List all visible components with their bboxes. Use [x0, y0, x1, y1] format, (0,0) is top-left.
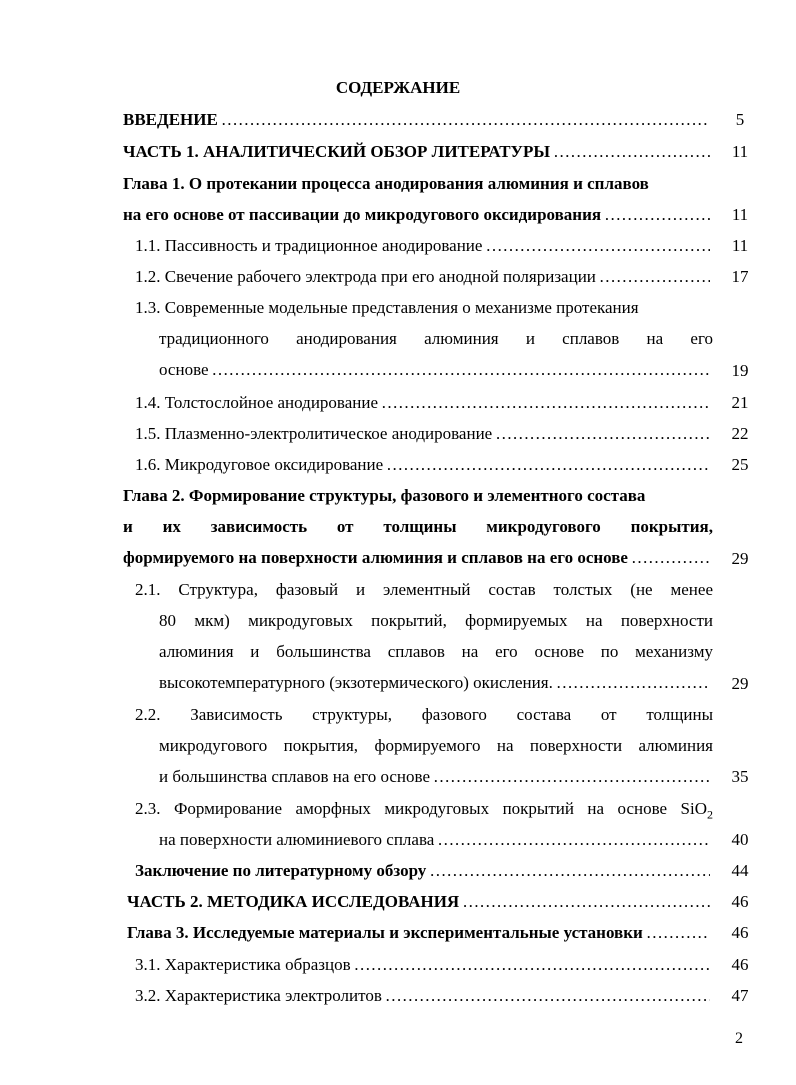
- toc-entry-label: Глава 1. О протекании процесса анодирования алюминия и сплавов: [123, 174, 649, 193]
- toc-entry-conclusion[interactable]: [135, 861, 713, 881]
- toc-entry-1-3[interactable]: [135, 298, 713, 380]
- toc-entry-label: 1.5. Плазменно-электролитическое анодирование: [135, 424, 493, 443]
- toc-entry-2-2[interactable]: [135, 705, 713, 787]
- toc-page-number: 47: [731, 986, 749, 1005]
- toc-entry-introduction[interactable]: [123, 110, 713, 130]
- toc-page-number: 11: [731, 142, 749, 161]
- toc-entry-label: 1.4. Толстослойное анодирование: [135, 393, 379, 412]
- toc-entry-2-3[interactable]: [135, 799, 713, 850]
- toc-page-number: 17: [731, 267, 749, 286]
- toc-entry-label: формируемого на поверхности алюминия и сплавов на его основе: [123, 548, 628, 567]
- toc-entry-label: алюминия и большинства сплавов на его основе по механизму: [159, 642, 713, 661]
- toc-entry-label: Заключение по литературному обзору: [135, 861, 427, 880]
- toc-entry-label: и большинства сплавов на его основе: [159, 767, 431, 786]
- toc-entry-label: 1.3. Современные модельные представления о механизме протекания: [135, 298, 639, 317]
- toc-entry-label: 1.6. Микродуговое оксидирование: [135, 455, 384, 474]
- toc-entry-label: Глава 3. Исследуемые материалы и экспериментальные установки: [127, 923, 643, 942]
- toc-entry-label: 2.1. Структура, фазовый и элементный состав толстых (не менее: [135, 580, 713, 599]
- toc-entry-label: 2.2. Зависимость структуры, фазового состава от толщины: [135, 705, 713, 724]
- toc-entry-1-2[interactable]: [135, 267, 713, 287]
- toc-page-number: 46: [731, 955, 749, 974]
- toc-entry-label: Глава 2. Формирование структуры, фазового и элементного состава: [123, 486, 646, 505]
- page-number: 2: [735, 1030, 743, 1047]
- toc-entry-text: 2.3. Формирование аморфных микродуговых покрытий на основе SiO: [135, 799, 707, 818]
- toc-entry-label: основе: [159, 360, 209, 379]
- toc-entry-label: на его основе от пассивации до микродугового оксидирования: [123, 205, 602, 224]
- toc-entry-2-1[interactable]: [135, 580, 713, 693]
- subscript: 2: [707, 807, 713, 822]
- toc-entry-3-1[interactable]: [135, 955, 713, 975]
- toc-entry-part-2[interactable]: [127, 892, 713, 912]
- page-title: СОДЕРЖАНИЕ: [335, 78, 461, 97]
- toc-entry-label: традиционного анодирования алюминия и сплавов на его: [159, 329, 713, 348]
- toc-entry-1-6[interactable]: [135, 455, 713, 475]
- toc-page-number: 29: [731, 549, 749, 568]
- toc-page-number: 46: [731, 923, 749, 942]
- toc-page-number: 19: [731, 361, 749, 380]
- toc-page-number: 11: [731, 236, 749, 255]
- toc-entry-label: ЧАСТЬ 2. МЕТОДИКА ИССЛЕДОВАНИЯ: [127, 892, 460, 911]
- toc-entry-label: высокотемпературного (экзотермического) окисления.: [159, 673, 553, 692]
- toc-page-number: 35: [731, 767, 749, 786]
- toc-page-number: 46: [731, 892, 749, 911]
- toc-entry-1-1[interactable]: [135, 236, 713, 256]
- toc-entry-part-1[interactable]: [123, 142, 713, 162]
- toc-page-number: 11: [731, 205, 749, 224]
- toc-entry-chapter-1[interactable]: [123, 174, 713, 225]
- toc-entry-label: ВВЕДЕНИЕ: [123, 110, 218, 129]
- toc-entry-1-4[interactable]: [135, 393, 713, 413]
- toc-entry-label: 1.1. Пассивность и традиционное анодирование: [135, 236, 483, 255]
- toc-entry-3-2[interactable]: [135, 986, 713, 1006]
- toc-entry-1-5[interactable]: [135, 424, 713, 444]
- toc-entry-label: ЧАСТЬ 1. АНАЛИТИЧЕСКИЙ ОБЗОР ЛИТЕРАТУРЫ: [123, 142, 551, 161]
- toc-entry-line: [123, 174, 713, 205]
- toc-entry-label: 80 мкм) микродуговых покрытий, формируемых на поверхности: [159, 611, 713, 630]
- toc-page-number: 5: [735, 110, 745, 129]
- toc-entry-label: [135, 799, 713, 830]
- toc-entry-label: микродугового покрытия, формируемого на поверхности алюминия: [159, 736, 713, 755]
- toc-entry-chapter-3[interactable]: [127, 923, 713, 943]
- toc-entry-label: 1.2. Свечение рабочего электрода при его анодной поляризации: [135, 267, 596, 286]
- toc-entry-chapter-2[interactable]: [123, 486, 713, 568]
- toc-page-number: 22: [731, 424, 749, 443]
- toc-entry-label: 3.1. Характеристика образцов: [135, 955, 351, 974]
- toc-page-number: 25: [731, 455, 749, 474]
- toc-entry-label: и их зависимость от толщины микродугового покрытия,: [123, 517, 713, 536]
- toc-page-number: 29: [731, 674, 749, 693]
- toc-entry-label: 3.2. Характеристика электролитов: [135, 986, 382, 1005]
- toc-page-number: 21: [731, 393, 749, 412]
- toc-page-number: 40: [731, 830, 749, 849]
- toc-page-number: 44: [731, 861, 749, 880]
- toc-entry-label: на поверхности алюминиевого сплава: [159, 830, 435, 849]
